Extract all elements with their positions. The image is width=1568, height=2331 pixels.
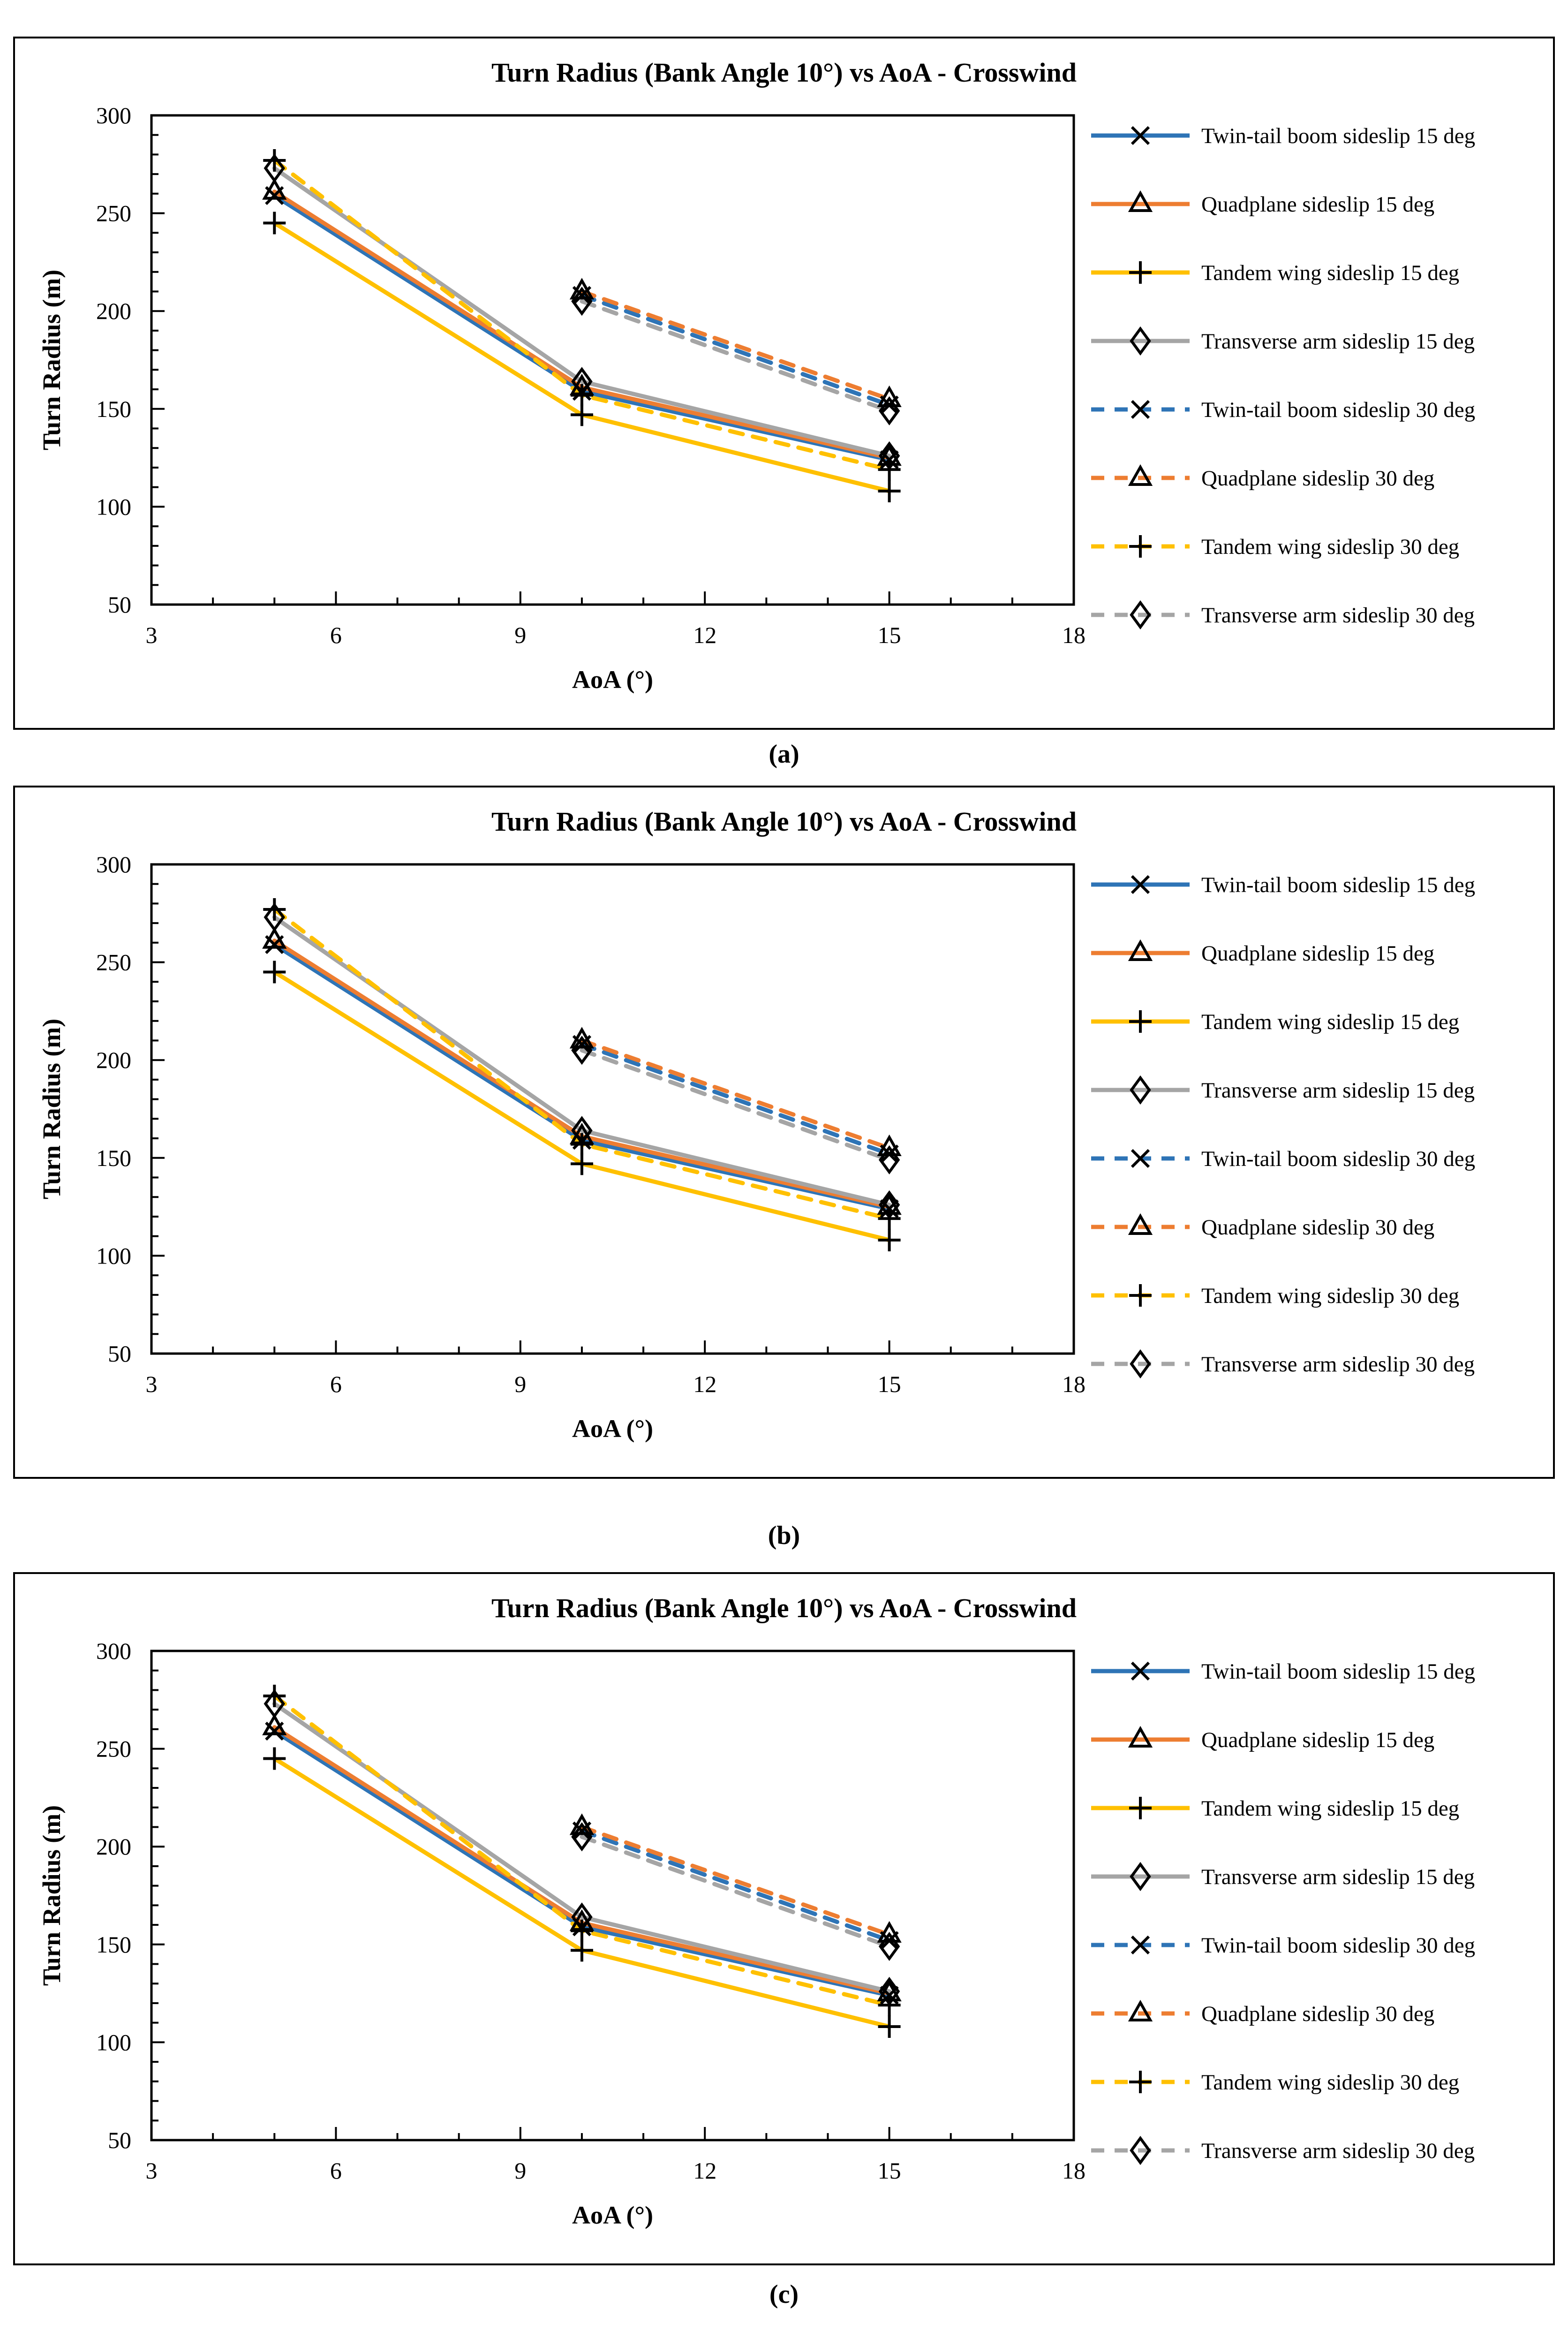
x-tick-label: 15 bbox=[877, 2157, 901, 2184]
y-tick-label: 100 bbox=[96, 1242, 131, 1269]
x-tick-label: 6 bbox=[330, 1371, 342, 1397]
series-line-6 bbox=[582, 1827, 890, 1934]
x-tick-label: 12 bbox=[693, 2157, 717, 2184]
series-line-3 bbox=[274, 972, 889, 1240]
legend-plus-marker bbox=[1129, 1797, 1152, 1819]
y-tick-label: 100 bbox=[96, 493, 131, 520]
y-tick-label: 300 bbox=[96, 851, 131, 878]
series-3-point-plus-marker bbox=[571, 403, 593, 426]
legend-label: Tandem wing sideslip 15 deg bbox=[1201, 1010, 1460, 1034]
legend-plus-marker bbox=[1129, 261, 1152, 284]
chart-svg-a bbox=[15, 38, 1553, 728]
legend-plus-marker bbox=[1129, 535, 1152, 558]
y-tick-label: 100 bbox=[96, 2029, 131, 2056]
y-axis-title: Turn Radius (m) bbox=[38, 1018, 66, 1200]
plot-frame bbox=[151, 1651, 1074, 2140]
y-tick-label: 200 bbox=[96, 1833, 131, 1860]
x-tick-label: 3 bbox=[145, 622, 158, 648]
legend-label: Twin-tail boom sideslip 15 deg bbox=[1201, 873, 1476, 897]
legend-label: Transverse arm sideslip 30 deg bbox=[1201, 2139, 1475, 2163]
x-tick-label: 9 bbox=[514, 2157, 527, 2184]
y-axis-title: Turn Radius (m) bbox=[38, 269, 66, 451]
y-tick-label: 300 bbox=[96, 1638, 131, 1664]
legend-plus-marker bbox=[1129, 1284, 1152, 1307]
legend-label: Twin-tail boom sideslip 30 deg bbox=[1201, 1933, 1476, 1958]
plot-frame bbox=[151, 864, 1074, 1354]
series-line-5 bbox=[582, 1831, 890, 1941]
legend-label: Transverse arm sideslip 15 deg bbox=[1201, 329, 1475, 354]
legend-label: Transverse arm sideslip 30 deg bbox=[1201, 1352, 1475, 1377]
y-tick-label: 250 bbox=[96, 1735, 131, 1762]
legend-label: Quadplane sideslip 15 deg bbox=[1201, 192, 1435, 217]
series-3-point-plus-marker bbox=[878, 480, 901, 502]
legend-label: Twin-tail boom sideslip 30 deg bbox=[1201, 1147, 1476, 1171]
x-tick-label: 6 bbox=[330, 622, 342, 648]
x-tick-label: 6 bbox=[330, 2157, 342, 2184]
plot-frame bbox=[151, 115, 1074, 605]
legend-label: Quadplane sideslip 30 deg bbox=[1201, 466, 1435, 491]
legend-label: Transverse arm sideslip 15 deg bbox=[1201, 1078, 1475, 1103]
y-tick-label: 50 bbox=[108, 2127, 131, 2153]
legend-label: Transverse arm sideslip 30 deg bbox=[1201, 603, 1475, 628]
y-tick-label: 200 bbox=[96, 298, 131, 325]
y-tick-label: 50 bbox=[108, 1340, 131, 1367]
series-line-6 bbox=[582, 291, 890, 399]
legend-label: Twin-tail boom sideslip 15 deg bbox=[1201, 1659, 1476, 1684]
x-tick-label: 9 bbox=[514, 622, 527, 648]
x-axis-title: AoA (°) bbox=[572, 2201, 654, 2229]
chart-panel-b bbox=[13, 786, 1555, 1479]
legend-label: Transverse arm sideslip 15 deg bbox=[1201, 1865, 1475, 1889]
x-tick-label: 15 bbox=[877, 1371, 901, 1397]
chart-title: Turn Radius (Bank Angle 10°) vs AoA - Crosswind bbox=[491, 57, 1077, 88]
legend-label: Quadplane sideslip 15 deg bbox=[1201, 1728, 1435, 1752]
legend-label: Quadplane sideslip 30 deg bbox=[1201, 1215, 1435, 1240]
panel-caption-b: (b) bbox=[768, 1521, 800, 1550]
legend-label: Tandem wing sideslip 15 deg bbox=[1201, 1796, 1460, 1821]
legend-label: Quadplane sideslip 15 deg bbox=[1201, 941, 1435, 966]
series-3-point-plus-marker bbox=[878, 1229, 901, 1251]
series-line-5 bbox=[582, 1044, 890, 1154]
y-tick-label: 250 bbox=[96, 200, 131, 227]
legend-plus-marker bbox=[1129, 2071, 1152, 2093]
y-axis-title: Turn Radius (m) bbox=[38, 1805, 66, 1986]
series-line-3 bbox=[274, 223, 889, 491]
series-3-point-plus-marker bbox=[878, 2015, 901, 2038]
chart-svg-c bbox=[15, 1574, 1553, 2263]
chart-panel-a bbox=[13, 37, 1555, 730]
x-axis-title: AoA (°) bbox=[572, 666, 654, 694]
x-axis-title: AoA (°) bbox=[572, 1415, 654, 1443]
y-tick-label: 150 bbox=[96, 1144, 131, 1171]
x-tick-label: 3 bbox=[145, 1371, 158, 1397]
legend-plus-marker bbox=[1129, 1010, 1152, 1033]
y-tick-label: 150 bbox=[96, 395, 131, 422]
legend-label: Tandem wing sideslip 30 deg bbox=[1201, 2070, 1460, 2095]
legend-label: Quadplane sideslip 30 deg bbox=[1201, 2002, 1435, 2026]
series-line-5 bbox=[582, 295, 890, 405]
x-tick-label: 18 bbox=[1062, 622, 1086, 648]
y-tick-label: 300 bbox=[96, 102, 131, 129]
series-3-point-plus-marker bbox=[571, 1939, 593, 1961]
legend-label: Tandem wing sideslip 30 deg bbox=[1201, 535, 1460, 559]
legend-label: Twin-tail boom sideslip 15 deg bbox=[1201, 124, 1476, 148]
series-line-3 bbox=[274, 1758, 889, 2027]
chart-title: Turn Radius (Bank Angle 10°) vs AoA - Crosswind bbox=[491, 1593, 1077, 1623]
x-tick-label: 18 bbox=[1062, 1371, 1086, 1397]
series-line-6 bbox=[582, 1040, 890, 1148]
series-3-point-plus-marker bbox=[263, 1747, 286, 1770]
legend-label: Twin-tail boom sideslip 30 deg bbox=[1201, 398, 1476, 422]
legend-label: Tandem wing sideslip 15 deg bbox=[1201, 261, 1460, 285]
series-3-point-plus-marker bbox=[263, 212, 286, 234]
series-3-point-plus-marker bbox=[263, 961, 286, 983]
legend-label: Tandem wing sideslip 30 deg bbox=[1201, 1284, 1460, 1308]
x-tick-label: 12 bbox=[693, 622, 717, 648]
x-tick-label: 9 bbox=[514, 1371, 527, 1397]
panel-caption-c: (c) bbox=[769, 2280, 799, 2309]
series-3-point-plus-marker bbox=[571, 1152, 593, 1175]
chart-svg-b bbox=[15, 787, 1553, 1477]
x-tick-label: 18 bbox=[1062, 2157, 1086, 2184]
x-tick-label: 3 bbox=[145, 2157, 158, 2184]
y-tick-label: 50 bbox=[108, 591, 131, 618]
y-tick-label: 200 bbox=[96, 1047, 131, 1074]
y-tick-label: 150 bbox=[96, 1931, 131, 1958]
chart-title: Turn Radius (Bank Angle 10°) vs AoA - Crosswind bbox=[491, 806, 1077, 837]
x-tick-label: 15 bbox=[877, 622, 901, 648]
y-tick-label: 250 bbox=[96, 949, 131, 976]
panel-caption-a: (a) bbox=[769, 740, 799, 769]
chart-panel-c bbox=[13, 1572, 1555, 2265]
x-tick-label: 12 bbox=[693, 1371, 717, 1397]
